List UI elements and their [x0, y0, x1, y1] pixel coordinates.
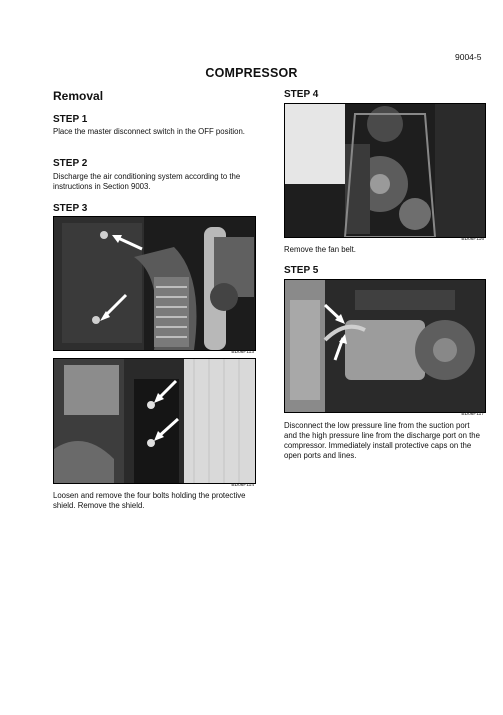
page-number: 9004-5: [455, 52, 482, 62]
step-1-text: Place the master disconnect switch in the OFF position.: [53, 127, 245, 136]
photo-bd06f116: [284, 103, 486, 238]
figure-caption-bd06f117: BD06F117: [461, 412, 484, 417]
figure-caption-bd06f116: BD06F116: [461, 237, 484, 242]
step-4-label: STEP 4: [284, 89, 319, 100]
step-5-text: Disconnect the low pressure line from the suction port and the high pressure line from the discharge port on the compressor. Immediately install protective caps on the open ports and lines.: [284, 421, 480, 460]
step-5-label: STEP 5: [284, 265, 319, 276]
step-3-label: STEP 3: [53, 203, 88, 214]
step-2-label: STEP 2: [53, 158, 88, 169]
step-1-label: STEP 1: [53, 114, 88, 125]
figure-caption-bd06f113: BD06F113: [231, 350, 254, 355]
page-title: COMPRESSOR: [205, 66, 298, 80]
step-4-text: Remove the fan belt.: [284, 245, 356, 254]
section-heading: Removal: [53, 89, 104, 103]
photo-bd06f117: [284, 279, 486, 413]
photo-bd06f113: [53, 216, 256, 351]
photo-bd06f114: [53, 358, 256, 484]
step-2-text: Discharge the air conditioning system according to the instructions in Section 9003.: [53, 172, 241, 191]
step-3-text: Loosen and remove the four bolts holding the protective shield. Remove the shield.: [53, 491, 246, 510]
figure-caption-bd06f114: BD06F114: [231, 483, 254, 488]
